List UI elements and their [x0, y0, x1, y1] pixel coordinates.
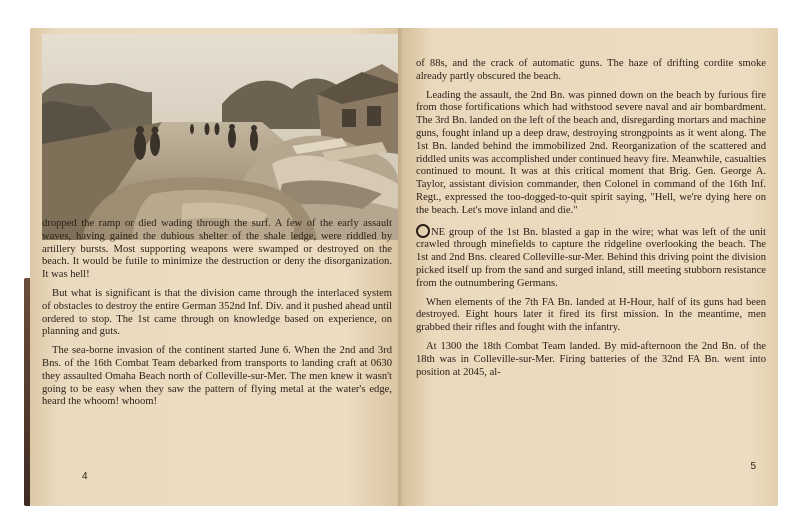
- paragraph: dropped the ramp or died wading through the surf. A few of the early assault waves, having gained the dubious shelter of the shale ledge, were riddled by artillery bursts. Most supporting weapons were swamped or destroyed on the beach. It would be futile to minimize the destruction or deny the disorganization. It was hell!: [42, 218, 392, 281]
- left-page-text: [42, 218, 392, 415]
- paragraph: Leading the assault, the 2nd Bn. was pinned down on the beach by furious fire from those fortifications which had withstood severe naval and air bombardment. The 3rd Bn. landed on the left of the beach and, disregarding mortars and machine guns, fought inland up a deep draw, destroying strongpoints as it went along. The 1st Bn. landed behind the immobilized 2nd. Reorganization of the scattered and riddled units was accomplished under continued heavy fire. Meanwhile, casualties continued to mount. It was at this critical moment that Brig. Gen. George A. Taylor, assistant division commander, then Colonel in command of the 16th Inf. Regt., expressed the too-dogged-to-quit spirit saying, "Hell, we're dying here on the beach. Let's move inland and die.": [416, 89, 766, 216]
- right-page-text: [416, 58, 766, 385]
- left-page: [30, 28, 402, 506]
- page-number: 5: [750, 461, 756, 472]
- paragraph-text: NE group of the 1st Bn. blasted a gap in the wire; what was left of the unit crawled through minefields to capture the ridgeline overlooking the beach. The 1st and 2nd Bns. cleared Colleville-sur-Mer. Behind this driving point the division picked itself up from the sand and surged inland, still meeting stubborn resistance from the outnumbering Germans.: [416, 226, 766, 289]
- dropcap-o-icon: [416, 224, 430, 238]
- paragraph: At 1300 the 18th Combat Team landed. By mid-afternoon the 2nd Bn. of the 18th was in Colleville-sur-Mer. Firing batteries of the 32nd FA Bn. went into position at 2045, al-: [416, 340, 766, 378]
- paragraph: When elements of the 7th FA Bn. landed at H-Hour, half of its guns had been destroyed. Eight hours later it fired its first mission. In the meantime, men grabbed their rifles and fought with the infantry.: [416, 296, 766, 334]
- war-photo: [42, 34, 398, 240]
- page-number: 4: [82, 471, 88, 482]
- open-booklet: [30, 28, 778, 506]
- paragraph: of 88s, and the crack of automatic guns. The haze of drifting cordite smoke already partly obscured the beach.: [416, 58, 766, 82]
- road-scene-image: [42, 34, 398, 240]
- right-page: [402, 28, 778, 506]
- paragraph-with-dropcap: [416, 224, 766, 291]
- paragraph: But what is significant is that the division came through the interlaced system of obstacles to destroy the entire German 352nd Inf. Div. and it pushed ahead until ordered to stop. The 1st came through on knowledge based on experience, on planning and guts.: [42, 287, 392, 338]
- paragraph: The sea-borne invasion of the continent started June 6. When the 2nd and 3rd Bns. of the 16th Combat Team debarked from transports to landing craft at 0630 they assaulted Omaha Beach north of Colleville-sur-Mer. The men knew it wasn't going to be easy when they saw the pattern of flying metal at the water's edge, heard the whoom! whoom!: [42, 345, 392, 408]
